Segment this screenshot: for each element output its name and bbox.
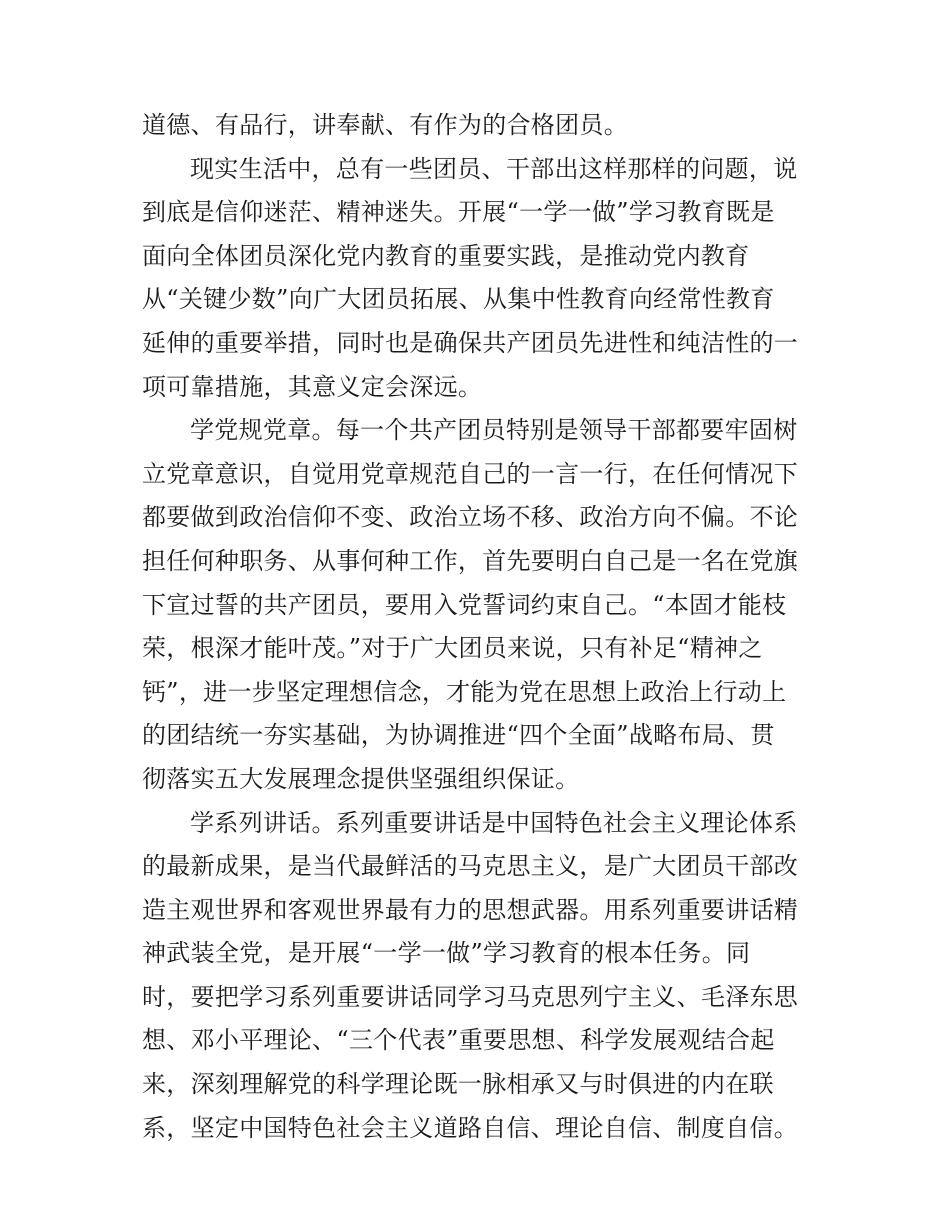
text-line: 彻落实五大发展理念提供坚强组织保证。 [142,764,580,793]
text-line: 道德、有品行，讲奉献、有作为的合格团员。 [142,111,628,139]
paragraph-start-line: 学系列讲话。系列重要讲话是中国特色社会主义理论体系 [190,808,798,837]
text-line: 延伸的重要举措，同时也是确保共产团员先进性和纯洁性的一 [142,328,799,357]
text-line: 钙”，进一步坚定理想信念，才能为党在思想上政治上行动上 [142,677,787,706]
text-line: 时，要把学习系列重要讲话同学习马克思列宁主义、毛泽东思 [142,982,799,1011]
text-line: 的最新成果，是当代最鲜活的马克思主义，是广大团员干部改 [142,852,799,881]
paragraph-start-line: 学党规党章。每一个共产团员特别是领导干部都要牢固树 [190,416,798,445]
text-line: 下宣过誓的共产团员，要用入党誓词约束自己。“本固才能枝 [142,590,787,619]
text-line: 面向全体团员深化党内教育的重要实践，是推动党内教育 [142,241,750,270]
text-line: 来，深刻理解党的科学理论既一脉相承又与时俱进的内在联 [142,1070,774,1099]
text-line: 立党章意识，自觉用党章规范自己的一言一行，在任何情况下 [142,459,799,488]
text-line: 都要做到政治信仰不变、政治立场不移、政治方向不偏。不论 [142,503,799,532]
text-line: 担任何种职务、从事何种工作，首先要明白自己是一名在党旗 [142,546,799,575]
text-line: 造主观世界和客观世界最有力的思想武器。用系列重要讲话精 [142,895,799,924]
paragraph-start-line: 现实生活中，总有一些团员、干部出这样那样的问题，说 [190,154,798,183]
text-line: 项可靠措施，其意义定会深远。 [142,372,483,401]
body-text [142,104,814,1150]
text-line: 的团结统一夯实基础，为协调推进“四个全面”战略布局、贯 [142,721,775,750]
text-line: 想、邓小平理论、“三个代表”重要思想、科学发展观结合起 [142,1026,775,1055]
text-line: 从“关键少数”向广大团员拓展、从集中性教育向经常性教育 [142,285,775,314]
text-line: 神武装全党，是开展“一学一做”学习教育的根本任务。同 [142,939,751,968]
text-line: 荣，根深才能叶茂。”对于广大团员来说，只有补足“精神之 [142,634,763,663]
text-line: 系，坚定中国特色社会主义道路自信、理论自信、制度自信。 [142,1113,799,1142]
text-line: 到底是信仰迷茫、精神迷失。开展“一学一做”学习教育既是 [142,198,775,227]
